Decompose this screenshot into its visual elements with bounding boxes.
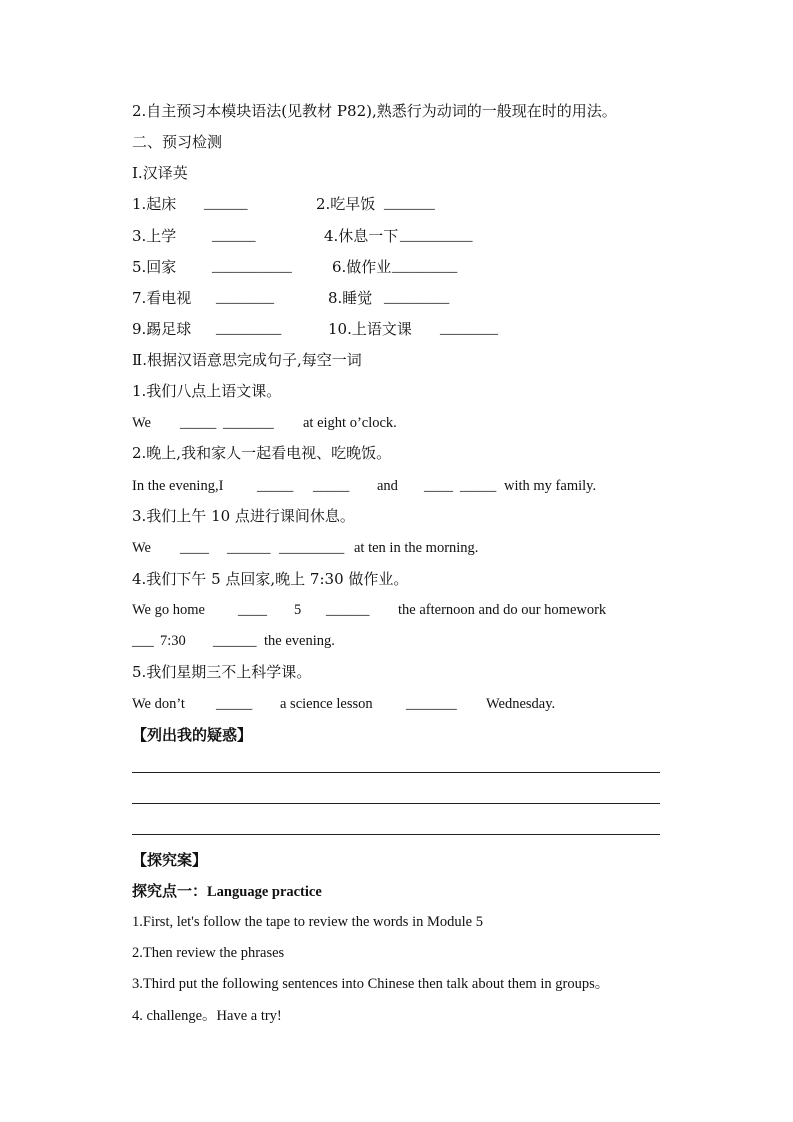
answer-blank[interactable]: _____ (257, 478, 294, 494)
vocab-prompt: 4.休息一下 (324, 227, 399, 245)
vocab-prompt: 5.回家 (132, 258, 177, 276)
vocab-prompt: 10.上语文课 (328, 320, 412, 338)
question-cn: 1.我们八点上语文课。 (132, 382, 282, 400)
answer-blank[interactable]: _________ (384, 290, 450, 306)
answer-blank[interactable]: _____ (180, 415, 217, 431)
vocab-prompt: 8.睡觉 (328, 289, 373, 307)
vocab-prompt: 1.起床 (132, 195, 177, 213)
answer-blank[interactable]: _________ (216, 321, 282, 337)
vocab-prompt: 7.看电视 (132, 289, 192, 307)
intro-item-2: 2.自主预习本模块语法(见教材 P82),熟悉行为动词的一般现在时的用法。 (132, 102, 617, 120)
question-cn: 2.晚上,我和家人一起看电视、吃晚饭。 (132, 444, 392, 462)
sentence-text: We (132, 415, 151, 431)
answer-blank[interactable]: ______ (326, 602, 370, 618)
answer-blank[interactable]: ______ (227, 540, 271, 556)
answer-blank[interactable]: _____ (460, 478, 497, 494)
answer-blank[interactable]: ______ (212, 228, 256, 244)
answer-blank[interactable]: ___ (132, 633, 154, 649)
answer-blank[interactable]: ________ (440, 321, 498, 337)
explore-point-1-label: 探究点一： (132, 882, 208, 900)
part2-heading: Ⅱ.根据汉语意思完成句子,每空一词 (132, 351, 362, 369)
part1-heading: Ⅰ.汉译英 (132, 164, 188, 182)
sentence-text: In the evening,I (132, 478, 224, 494)
sentence-text: We don’t (132, 696, 185, 712)
doubts-heading: 【列出我的疑惑】 (132, 726, 253, 744)
answer-blank[interactable]: _________ (279, 540, 345, 556)
sentence-text: at ten in the morning. (354, 540, 479, 556)
answer-blank[interactable]: ______ (204, 196, 248, 212)
vocab-prompt: 2.吃早饭 (316, 195, 376, 213)
vocab-prompt: 6.做作业 (332, 258, 392, 276)
sentence-text: We go home (132, 602, 205, 618)
sentence-text: 7:30 (160, 633, 186, 649)
answer-blank[interactable]: _____ (313, 478, 350, 494)
answer-blank[interactable]: _______ (384, 196, 435, 212)
answer-blank[interactable]: ______ (213, 633, 257, 649)
answer-blank[interactable]: ________ (216, 290, 274, 306)
sentence-text: the evening. (264, 633, 335, 649)
answer-blank[interactable]: _________ (392, 259, 458, 275)
sentence-text: 5 (294, 602, 302, 618)
vocab-prompt: 9.踢足球 (132, 320, 192, 338)
writing-line[interactable] (132, 772, 660, 773)
sentence-text: and (377, 478, 398, 494)
answer-blank[interactable]: _______ (223, 415, 274, 431)
sentence-text: We (132, 540, 151, 556)
answer-blank[interactable]: _____ (216, 696, 253, 712)
sentence-text: at eight o’clock. (303, 415, 397, 431)
question-cn: 4.我们下午 5 点回家,晚上 7:30 做作业。 (132, 570, 409, 588)
vocab-prompt: 3.上学 (132, 227, 177, 245)
explore-step: 1.First, let's follow the tape to review the words in Module 5 (132, 914, 483, 930)
explore-point-1 (132, 881, 322, 902)
answer-blank[interactable]: ____ (424, 478, 453, 494)
explore-heading: 【探究案】 (132, 851, 208, 869)
section-heading-preview-check: 二、预习检测 (132, 133, 223, 151)
answer-blank[interactable]: ____ (180, 540, 209, 556)
explore-step: 2.Then review the phrases (132, 945, 285, 961)
answer-blank[interactable]: __________ (400, 228, 473, 244)
writing-line[interactable] (132, 803, 660, 804)
explore-step: 4. challenge。Have a try! (132, 1008, 282, 1024)
writing-line[interactable] (132, 834, 660, 835)
explore-step: 3.Third put the following sentences into Chinese then talk about them in groups。 (132, 976, 610, 992)
explore-point-1-title: Language practice (207, 884, 322, 900)
answer-blank[interactable]: ___________ (212, 259, 292, 275)
sentence-text: with my family. (504, 478, 597, 494)
answer-blank[interactable]: ____ (238, 602, 267, 618)
answer-blank[interactable]: _______ (406, 696, 457, 712)
sentence-text: the afternoon and do our homework (398, 602, 607, 618)
sentence-text: Wednesday. (486, 696, 556, 712)
question-cn: 3.我们上午 10 点进行课间休息。 (132, 507, 355, 525)
sentence-text: a science lesson (280, 696, 373, 712)
question-cn: 5.我们星期三不上科学课。 (132, 663, 312, 681)
